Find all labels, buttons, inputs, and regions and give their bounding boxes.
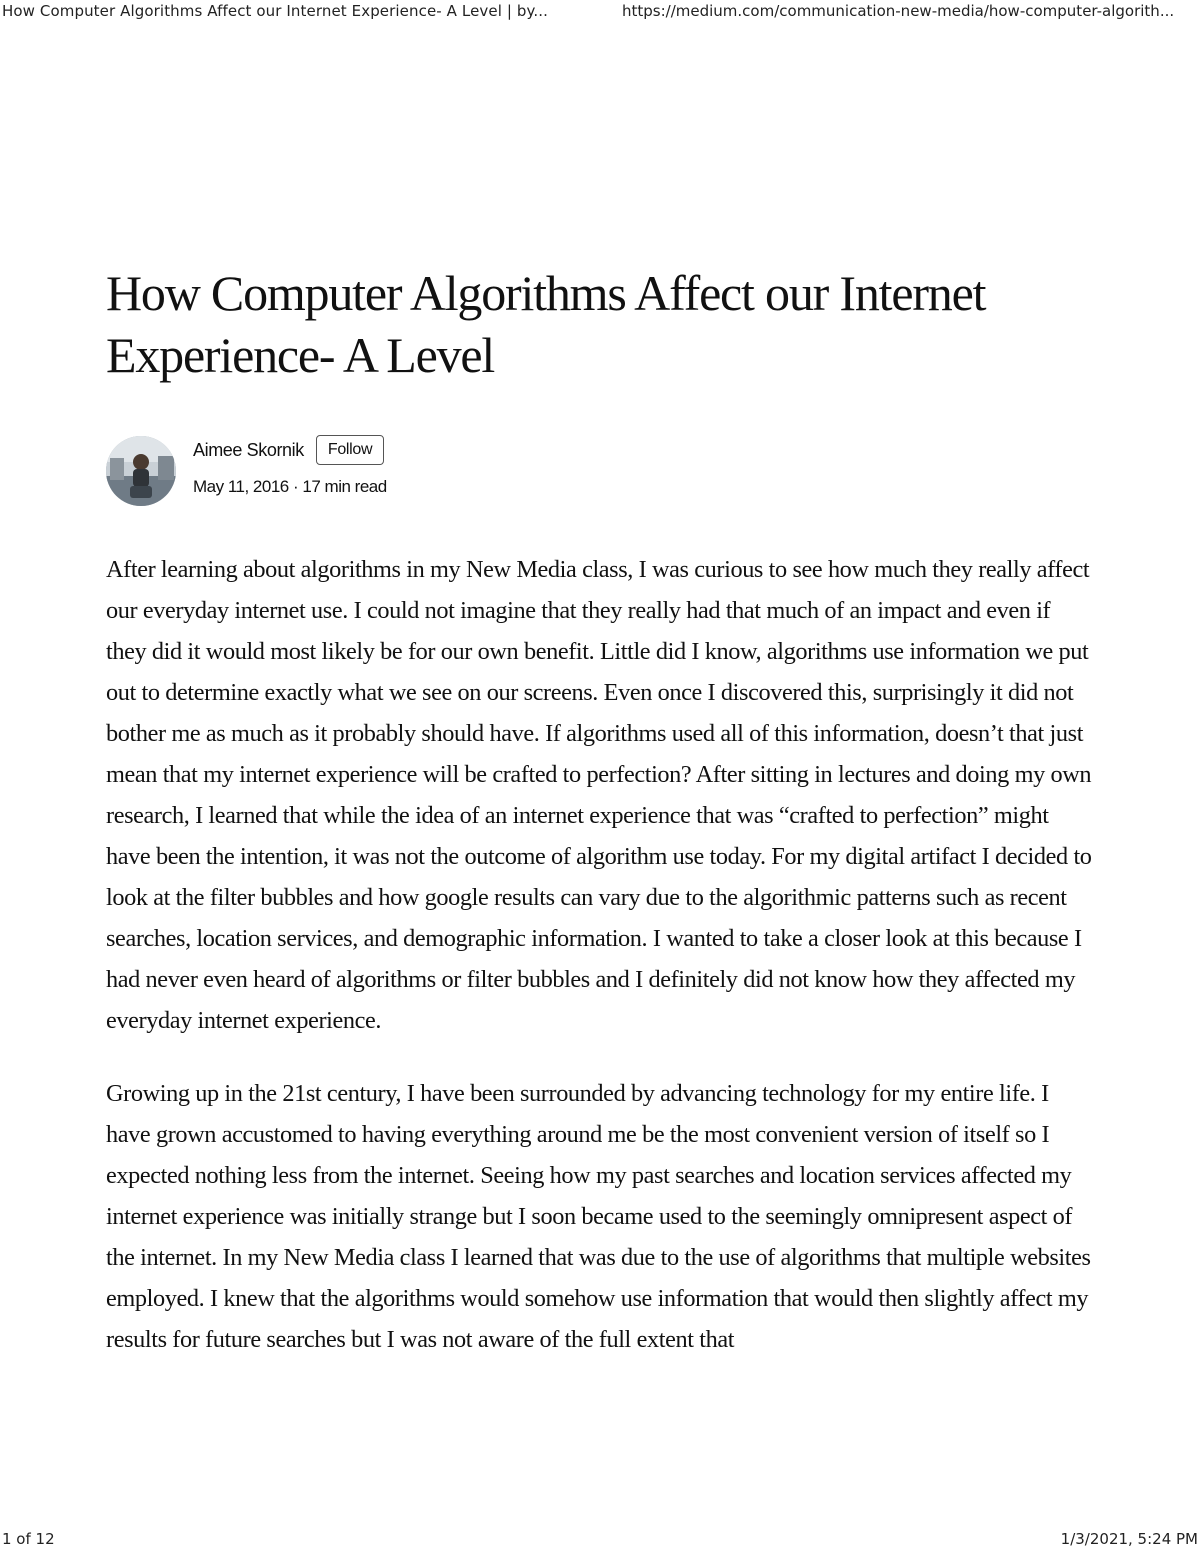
post-meta <box>193 477 387 497</box>
author-avatar[interactable] <box>106 436 176 506</box>
print-header-title: How Computer Algorithms Affect our Internet Experience- A Level | by... <box>2 2 548 20</box>
read-time: 17 min read <box>302 477 387 496</box>
article-title: How Computer Algorithms Affect our Internet Experience- A Level <box>106 265 986 383</box>
body-paragraph: Growing up in the 21st century, I have been surrounded by advancing technology for my entire life. I have grown accustomed to having everything around me be the most convenient version of itself so I expected nothing less from the internet. Seeing how my past searches and location services affected my internet experience was initially strange but I soon became used to the seemingly omnipresent aspect of the internet. In my New Media class I learned that was due to the use of algorithms that multiple websites employed. I knew that the algorithms would somehow use information that would then slightly affect my results for future searches but I was not aware of the full extent that <box>106 1080 1091 1353</box>
avatar-photo-icon <box>106 436 176 506</box>
meta-separator: · <box>293 477 299 496</box>
article-body <box>106 549 1096 1360</box>
print-footer <box>0 1530 1200 1552</box>
page-number: 1 of 12 <box>2 1530 55 1548</box>
follow-button[interactable]: Follow <box>316 435 384 465</box>
print-timestamp: 1/3/2021, 5:24 PM <box>1060 1530 1198 1548</box>
author-name[interactable]: Aimee Skornik <box>193 439 304 460</box>
author-row <box>193 433 384 467</box>
byline <box>106 433 1096 509</box>
print-header-url: https://medium.com/communication-new-media/how-computer-algorith... <box>622 2 1175 20</box>
body-paragraph: After learning about algorithms in my New Media class, I was curious to see how much they really affect our everyday internet use. I could not imagine that they really had that much of an impact and even if they did it would most likely be for our own benefit. Little did I know, algorithms use information we put out to determine exactly what we see on our screens. Even once I discovered this, surprisingly it did not bother me as much as it probably should have. If algorithms used all of this information, doesn’t that just mean that my internet experience will be crafted to perfection? After sitting in lectures and doing my own research, I learned that while the idea of an internet experience that was “crafted to perfection” might have been the intention, it was not the outcome of algorithm use today. For my digital artifact I decided to look at the filter bubbles and how google results can vary due to the algorithmic patterns such as recent searches, location services, and demographic information. I wanted to take a closer look at this because I had never even heard of algorithms or filter bubbles and I definitely did not know how they affected my everyday internet experience. <box>106 556 1092 1034</box>
print-header <box>0 0 1200 22</box>
post-date[interactable]: May 11, 2016 <box>193 477 289 496</box>
article <box>106 262 1096 1392</box>
